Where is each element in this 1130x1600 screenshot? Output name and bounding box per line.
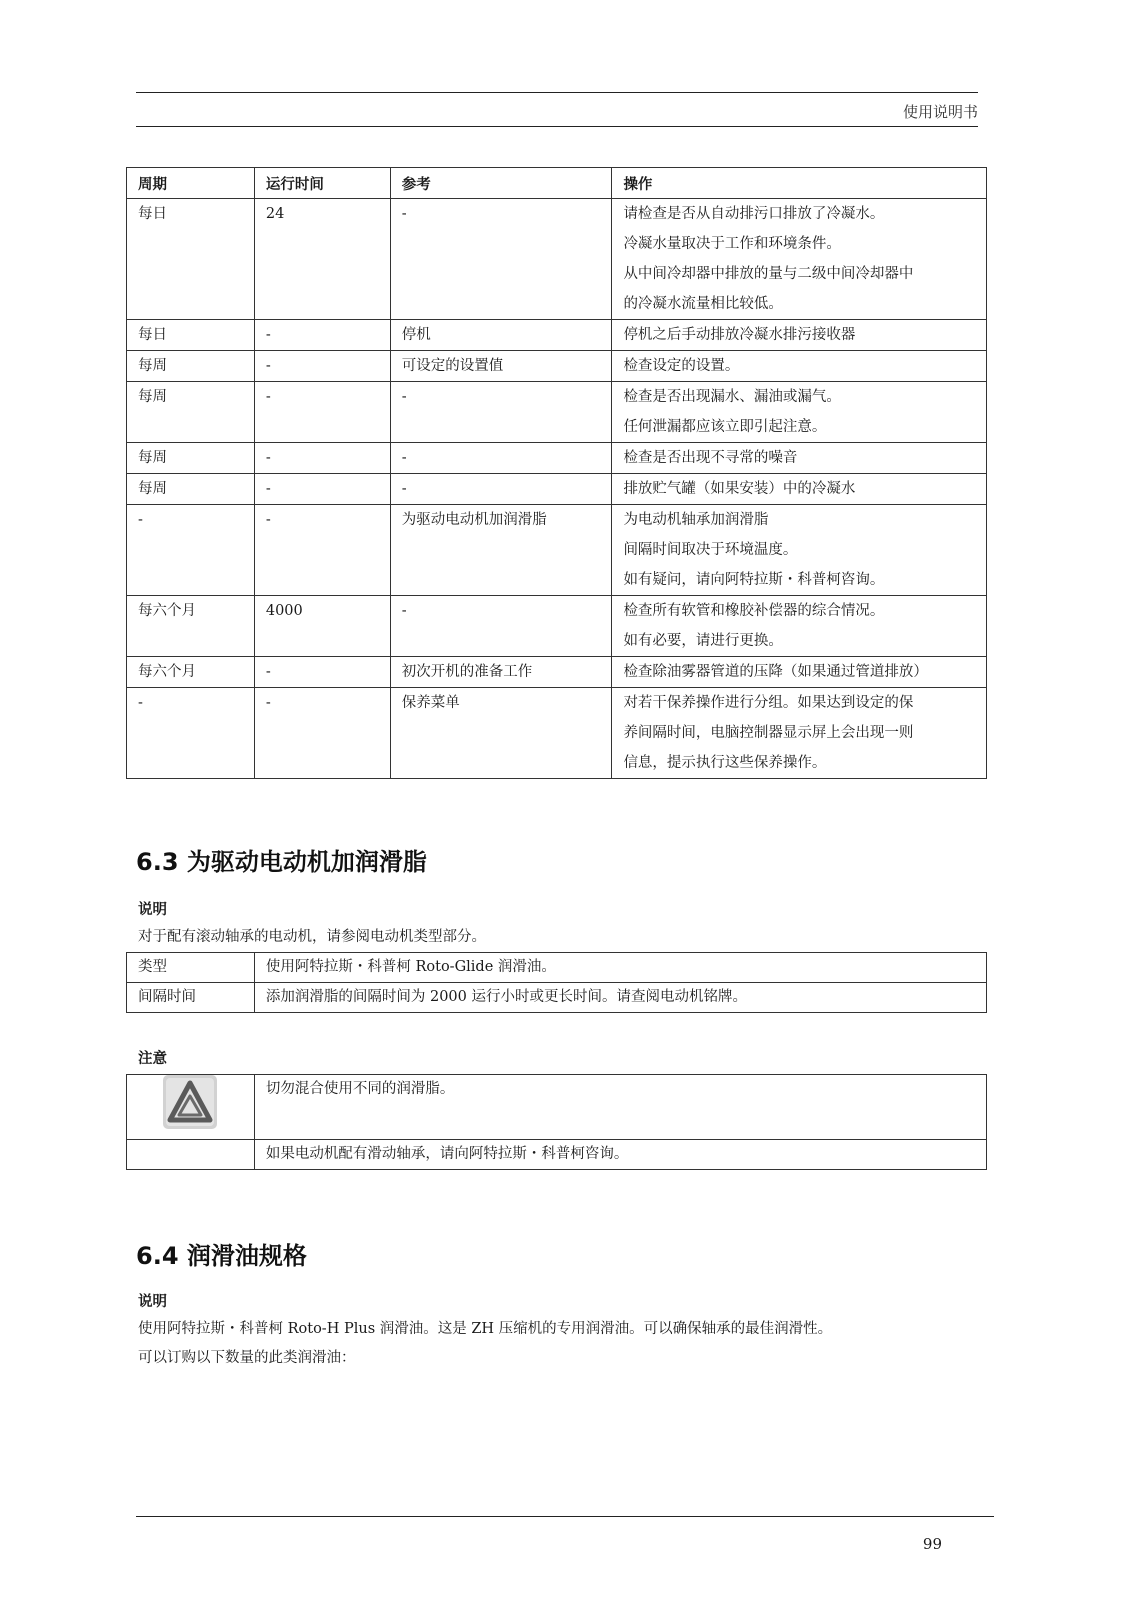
- action-line: 为电动机轴承加润滑脂: [623, 512, 769, 528]
- action-line: 如有疑问，请向阿特拉斯・科普柯咨询。: [623, 572, 885, 588]
- cell-action: [612, 320, 987, 351]
- cell-reference: 初次开机的准备工作: [390, 657, 612, 688]
- section-title-6-3: 6.3 为驱动电动机加润滑脂: [136, 848, 427, 876]
- cell-period: 每六个月: [127, 596, 255, 657]
- header-title: 使用说明书: [902, 103, 978, 121]
- table-row: [127, 443, 987, 474]
- caution-table: [126, 1074, 987, 1170]
- empty-cell: [127, 1140, 255, 1170]
- note-label: 说明: [138, 902, 167, 918]
- action-line: 检查所有软管和橡胶补偿器的综合情况。: [623, 603, 885, 619]
- cell-period: 每六个月: [127, 657, 255, 688]
- action-line: 信息，提示执行这些保养操作。: [623, 755, 827, 771]
- cell-reference: -: [390, 199, 612, 320]
- cell-reference: -: [390, 596, 612, 657]
- cell-period: 每日: [127, 199, 255, 320]
- cell-hours: -: [254, 382, 390, 443]
- header-rule-top: [136, 92, 978, 93]
- action-line: 任何泄漏都应该立即引起注意。: [623, 419, 827, 435]
- page-number: 99: [922, 1535, 942, 1553]
- grease-type-value: 使用阿特拉斯・科普柯 Roto-Glide 润滑油。: [254, 953, 986, 983]
- cell-period: 每周: [127, 382, 255, 443]
- action-line: 从中间冷却器中排放的量与二级中间冷却器中: [623, 266, 914, 282]
- cell-hours: -: [254, 657, 390, 688]
- action-line: 检查除油雾器管道的压降（如果通过管道排放）: [623, 664, 928, 680]
- action-line: 请检查是否从自动排污口排放了冷凝水。: [623, 206, 885, 222]
- cell-action: [612, 657, 987, 688]
- table-row: [127, 657, 987, 688]
- note-label: 说明: [138, 1294, 167, 1310]
- cell-reference: 可设定的设置值: [390, 351, 612, 382]
- table-row: [127, 351, 987, 382]
- action-line: 对若干保养操作进行分组。如果达到设定的保: [623, 695, 914, 711]
- grease-info-table: [126, 952, 987, 1013]
- cell-hours: -: [254, 351, 390, 382]
- caution-text: 切勿混合使用不同的润滑脂。: [254, 1075, 986, 1140]
- column-header-action: 操作: [612, 168, 987, 199]
- cell-hours: -: [254, 443, 390, 474]
- cell-action: [612, 443, 987, 474]
- table-row: [127, 320, 987, 351]
- interval-label: 间隔时间: [127, 983, 255, 1013]
- cell-hours: -: [254, 505, 390, 596]
- cell-action: [612, 382, 987, 443]
- cell-hours: -: [254, 320, 390, 351]
- action-line: 冷凝水量取决于工作和环境条件。: [623, 236, 841, 252]
- table-row: [127, 1075, 987, 1140]
- action-line: 停机之后手动排放冷凝水排污接收器: [623, 327, 856, 343]
- body-text: 可以订购以下数量的此类润滑油：: [138, 1350, 356, 1366]
- column-header-period: 周期: [127, 168, 255, 199]
- action-line: 检查是否出现不寻常的噪音: [623, 450, 798, 466]
- cell-action: [612, 505, 987, 596]
- footer-rule: [136, 1516, 994, 1517]
- action-line: 排放贮气罐（如果安装）中的冷凝水: [623, 481, 856, 497]
- table-row: [127, 382, 987, 443]
- caution-label: 注意: [138, 1051, 167, 1067]
- cell-reference: 保养菜单: [390, 688, 612, 779]
- cell-period: 每日: [127, 320, 255, 351]
- cell-period: -: [127, 505, 255, 596]
- maintenance-table: [126, 167, 987, 779]
- table-row: [127, 1140, 987, 1170]
- intro-text: 对于配有滚动轴承的电动机，请参阅电动机类型部分。: [138, 929, 486, 945]
- action-line: 检查设定的设置。: [623, 358, 740, 374]
- cell-reference: -: [390, 443, 612, 474]
- cell-period: 每周: [127, 474, 255, 505]
- section-title-6-4: 6.4 润滑油规格: [136, 1242, 307, 1270]
- cell-action: [612, 688, 987, 779]
- cell-hours: -: [254, 688, 390, 779]
- cell-hours: 4000: [254, 596, 390, 657]
- action-line: 的冷凝水流量相比较低。: [623, 296, 783, 312]
- table-row: [127, 983, 987, 1013]
- column-header-reference: 参考: [390, 168, 612, 199]
- cell-period: -: [127, 688, 255, 779]
- table-row: [127, 474, 987, 505]
- cell-action: [612, 596, 987, 657]
- action-line: 间隔时间取决于环境温度。: [623, 542, 798, 558]
- warning-triangle-icon: [163, 1075, 217, 1139]
- action-line: 养间隔时间，电脑控制器显示屏上会出现一则: [623, 725, 914, 741]
- grease-type-label: 类型: [127, 953, 255, 983]
- cell-action: [612, 351, 987, 382]
- column-header-hours: 运行时间: [254, 168, 390, 199]
- cell-reference: 为驱动电动机加润滑脂: [390, 505, 612, 596]
- cell-reference: -: [390, 474, 612, 505]
- cell-period: 每周: [127, 351, 255, 382]
- cell-period: 每周: [127, 443, 255, 474]
- interval-value: 添加润滑脂的间隔时间为 2000 运行小时或更长时间。请查阅电动机铭牌。: [254, 983, 986, 1013]
- cell-reference: -: [390, 382, 612, 443]
- caution-text: 如果电动机配有滑动轴承，请向阿特拉斯・科普柯咨询。: [254, 1140, 986, 1170]
- table-row: [127, 199, 987, 320]
- cell-action: [612, 474, 987, 505]
- caution-icon-cell: [127, 1075, 255, 1140]
- action-line: 如有必要，请进行更换。: [623, 633, 783, 649]
- cell-hours: -: [254, 474, 390, 505]
- header-rule-bottom: [136, 126, 978, 127]
- table-row: [127, 596, 987, 657]
- body-text: 使用阿特拉斯・科普柯 Roto-H Plus 润滑油。这是 ZH 压缩机的专用润滑油。可以确保轴承的最佳润滑性。: [138, 1321, 833, 1337]
- cell-hours: 24: [254, 199, 390, 320]
- table-header-row: [127, 168, 987, 199]
- table-row: [127, 688, 987, 779]
- action-line: 检查是否出现漏水、漏油或漏气。: [623, 389, 841, 405]
- table-row: [127, 505, 987, 596]
- cell-action: [612, 199, 987, 320]
- table-row: [127, 953, 987, 983]
- cell-reference: 停机: [390, 320, 612, 351]
